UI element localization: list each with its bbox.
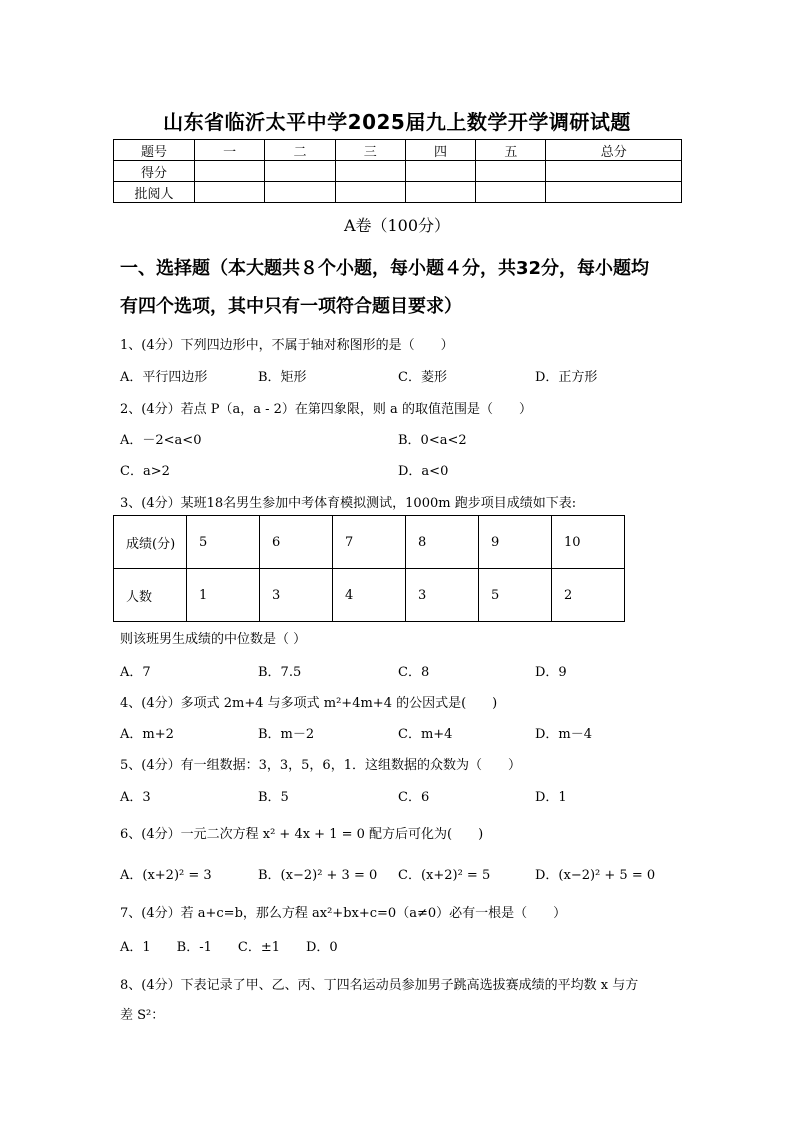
section-title-line1: 一、选择题（本大题共８个小题，每小题４分，共32分，每小题均: [120, 258, 650, 279]
question-8-line1: 8、(4分）下表记录了甲、乙、丙、丁四名运动员参加男子跳高选拔赛成绩的平均数 x 与方: [120, 978, 639, 993]
score-cell[interactable]: [335, 182, 405, 203]
table-cell: 三: [335, 140, 405, 161]
table-cell: 一: [195, 140, 265, 161]
data-table: [113, 515, 625, 622]
table-cell: 3: [260, 569, 333, 622]
q6-option-b[interactable]: B．(x−2)² + 3 = 0: [258, 868, 378, 883]
q3-option-d[interactable]: D．9: [535, 665, 567, 680]
table-cell: 1: [187, 569, 260, 622]
q4-option-a[interactable]: A．m+2: [120, 727, 174, 742]
section-title-line2: 有四个选项，其中只有一项符合题目要求）: [120, 296, 462, 317]
q1-option-c[interactable]: C．菱形: [398, 370, 447, 385]
table-cell: 人数: [114, 569, 187, 622]
question-8-line2: 差 S²：: [120, 1008, 165, 1023]
q3-option-a[interactable]: A．7: [120, 665, 151, 680]
q4-option-c[interactable]: C．m+4: [398, 727, 453, 742]
page-title: 山东省临沂太平中学2025届九上数学开学调研试题: [163, 110, 631, 134]
table-cell: 二: [265, 140, 335, 161]
q2-option-b[interactable]: B．0<a<2: [398, 433, 467, 448]
table-cell: 6: [260, 516, 333, 569]
q4-option-d[interactable]: D．m－4: [535, 727, 593, 742]
table-cell: 总分: [546, 140, 682, 161]
question-1-stem: 1、(4分）下列四边形中，不属于轴对称图形的是（ ）: [120, 338, 454, 353]
question-3-after: 则该班男生成绩的中位数是（ ）: [120, 632, 307, 647]
table-row: [114, 182, 682, 203]
score-cell[interactable]: [335, 161, 405, 182]
question-7-stem: 7、(4分）若 a+c=b，那么方程 ax²+bx+c=0（a≠0）必有一根是（ ）: [120, 906, 567, 921]
q5-option-a[interactable]: A．3: [120, 790, 151, 805]
q6-option-d[interactable]: D．(x−2)² + 5 = 0: [535, 868, 656, 883]
q5-option-b[interactable]: B．5: [258, 790, 289, 805]
score-cell[interactable]: [265, 182, 335, 203]
score-cell[interactable]: [265, 161, 335, 182]
score-cell[interactable]: [476, 182, 546, 203]
q2-option-c[interactable]: C．a>2: [120, 464, 170, 479]
question-4-stem: 4、(4分）多项式 2m+4 与多项式 m²+4m+4 的公因式是( ): [120, 696, 498, 711]
q3-option-c[interactable]: C．8: [398, 665, 430, 680]
table-cell: 8: [406, 516, 479, 569]
table-cell: 批阅人: [114, 182, 195, 203]
score-cell[interactable]: [195, 161, 265, 182]
q3-option-b[interactable]: B．7.5: [258, 665, 302, 680]
table-cell: 题号: [114, 140, 195, 161]
table-cell: 四: [405, 140, 475, 161]
score-cell[interactable]: [405, 182, 475, 203]
score-cell[interactable]: [195, 182, 265, 203]
q7-options[interactable]: A．1 B．-1 C．±1 D．0: [120, 940, 338, 955]
table-cell: 7: [333, 516, 406, 569]
question-3-stem: 3、(4分）某班18名男生参加中考体育模拟测试，1000m 跑步项目成绩如下表:: [120, 496, 577, 511]
q2-option-d[interactable]: D．a<0: [398, 464, 449, 479]
table-row: [114, 140, 682, 161]
score-cell[interactable]: [476, 161, 546, 182]
table-cell: 5: [187, 516, 260, 569]
q6-option-c[interactable]: C．(x+2)² = 5: [398, 868, 491, 883]
table-cell: 10: [552, 516, 625, 569]
q4-option-b[interactable]: B．m－2: [258, 727, 315, 742]
q2-option-a[interactable]: A．－2<a<0: [120, 433, 202, 448]
q6-option-a[interactable]: A．(x+2)² = 3: [120, 868, 212, 883]
table-cell: 3: [406, 569, 479, 622]
score-cell[interactable]: [546, 161, 682, 182]
score-table: [113, 139, 682, 203]
table-cell: 9: [479, 516, 552, 569]
q1-option-b[interactable]: B．矩形: [258, 370, 307, 385]
table-cell: 4: [333, 569, 406, 622]
q1-option-a[interactable]: A．平行四边形: [120, 370, 208, 385]
q5-option-c[interactable]: C．6: [398, 790, 430, 805]
score-cell[interactable]: [546, 182, 682, 203]
table-row: [114, 516, 625, 569]
table-cell: 得分: [114, 161, 195, 182]
table-row: [114, 161, 682, 182]
q1-option-d[interactable]: D．正方形: [535, 370, 598, 385]
table-row: [114, 569, 625, 622]
question-2-stem: 2、(4分）若点 P（a，a - 2）在第四象限，则 a 的取值范围是（ ）: [120, 402, 532, 417]
table-cell: 成绩(分): [114, 516, 187, 569]
section-heading-a: A卷（100分）: [343, 216, 451, 235]
score-cell[interactable]: [405, 161, 475, 182]
table-cell: 五: [476, 140, 546, 161]
table-cell: 2: [552, 569, 625, 622]
question-6-stem: 6、(4分）一元二次方程 x² + 4x + 1 = 0 配方后可化为( ): [120, 827, 484, 842]
q5-option-d[interactable]: D．1: [535, 790, 567, 805]
question-5-stem: 5、(4分）有一组数据：3，3，5，6，1．这组数据的众数为（ ）: [120, 758, 521, 773]
table-cell: 5: [479, 569, 552, 622]
